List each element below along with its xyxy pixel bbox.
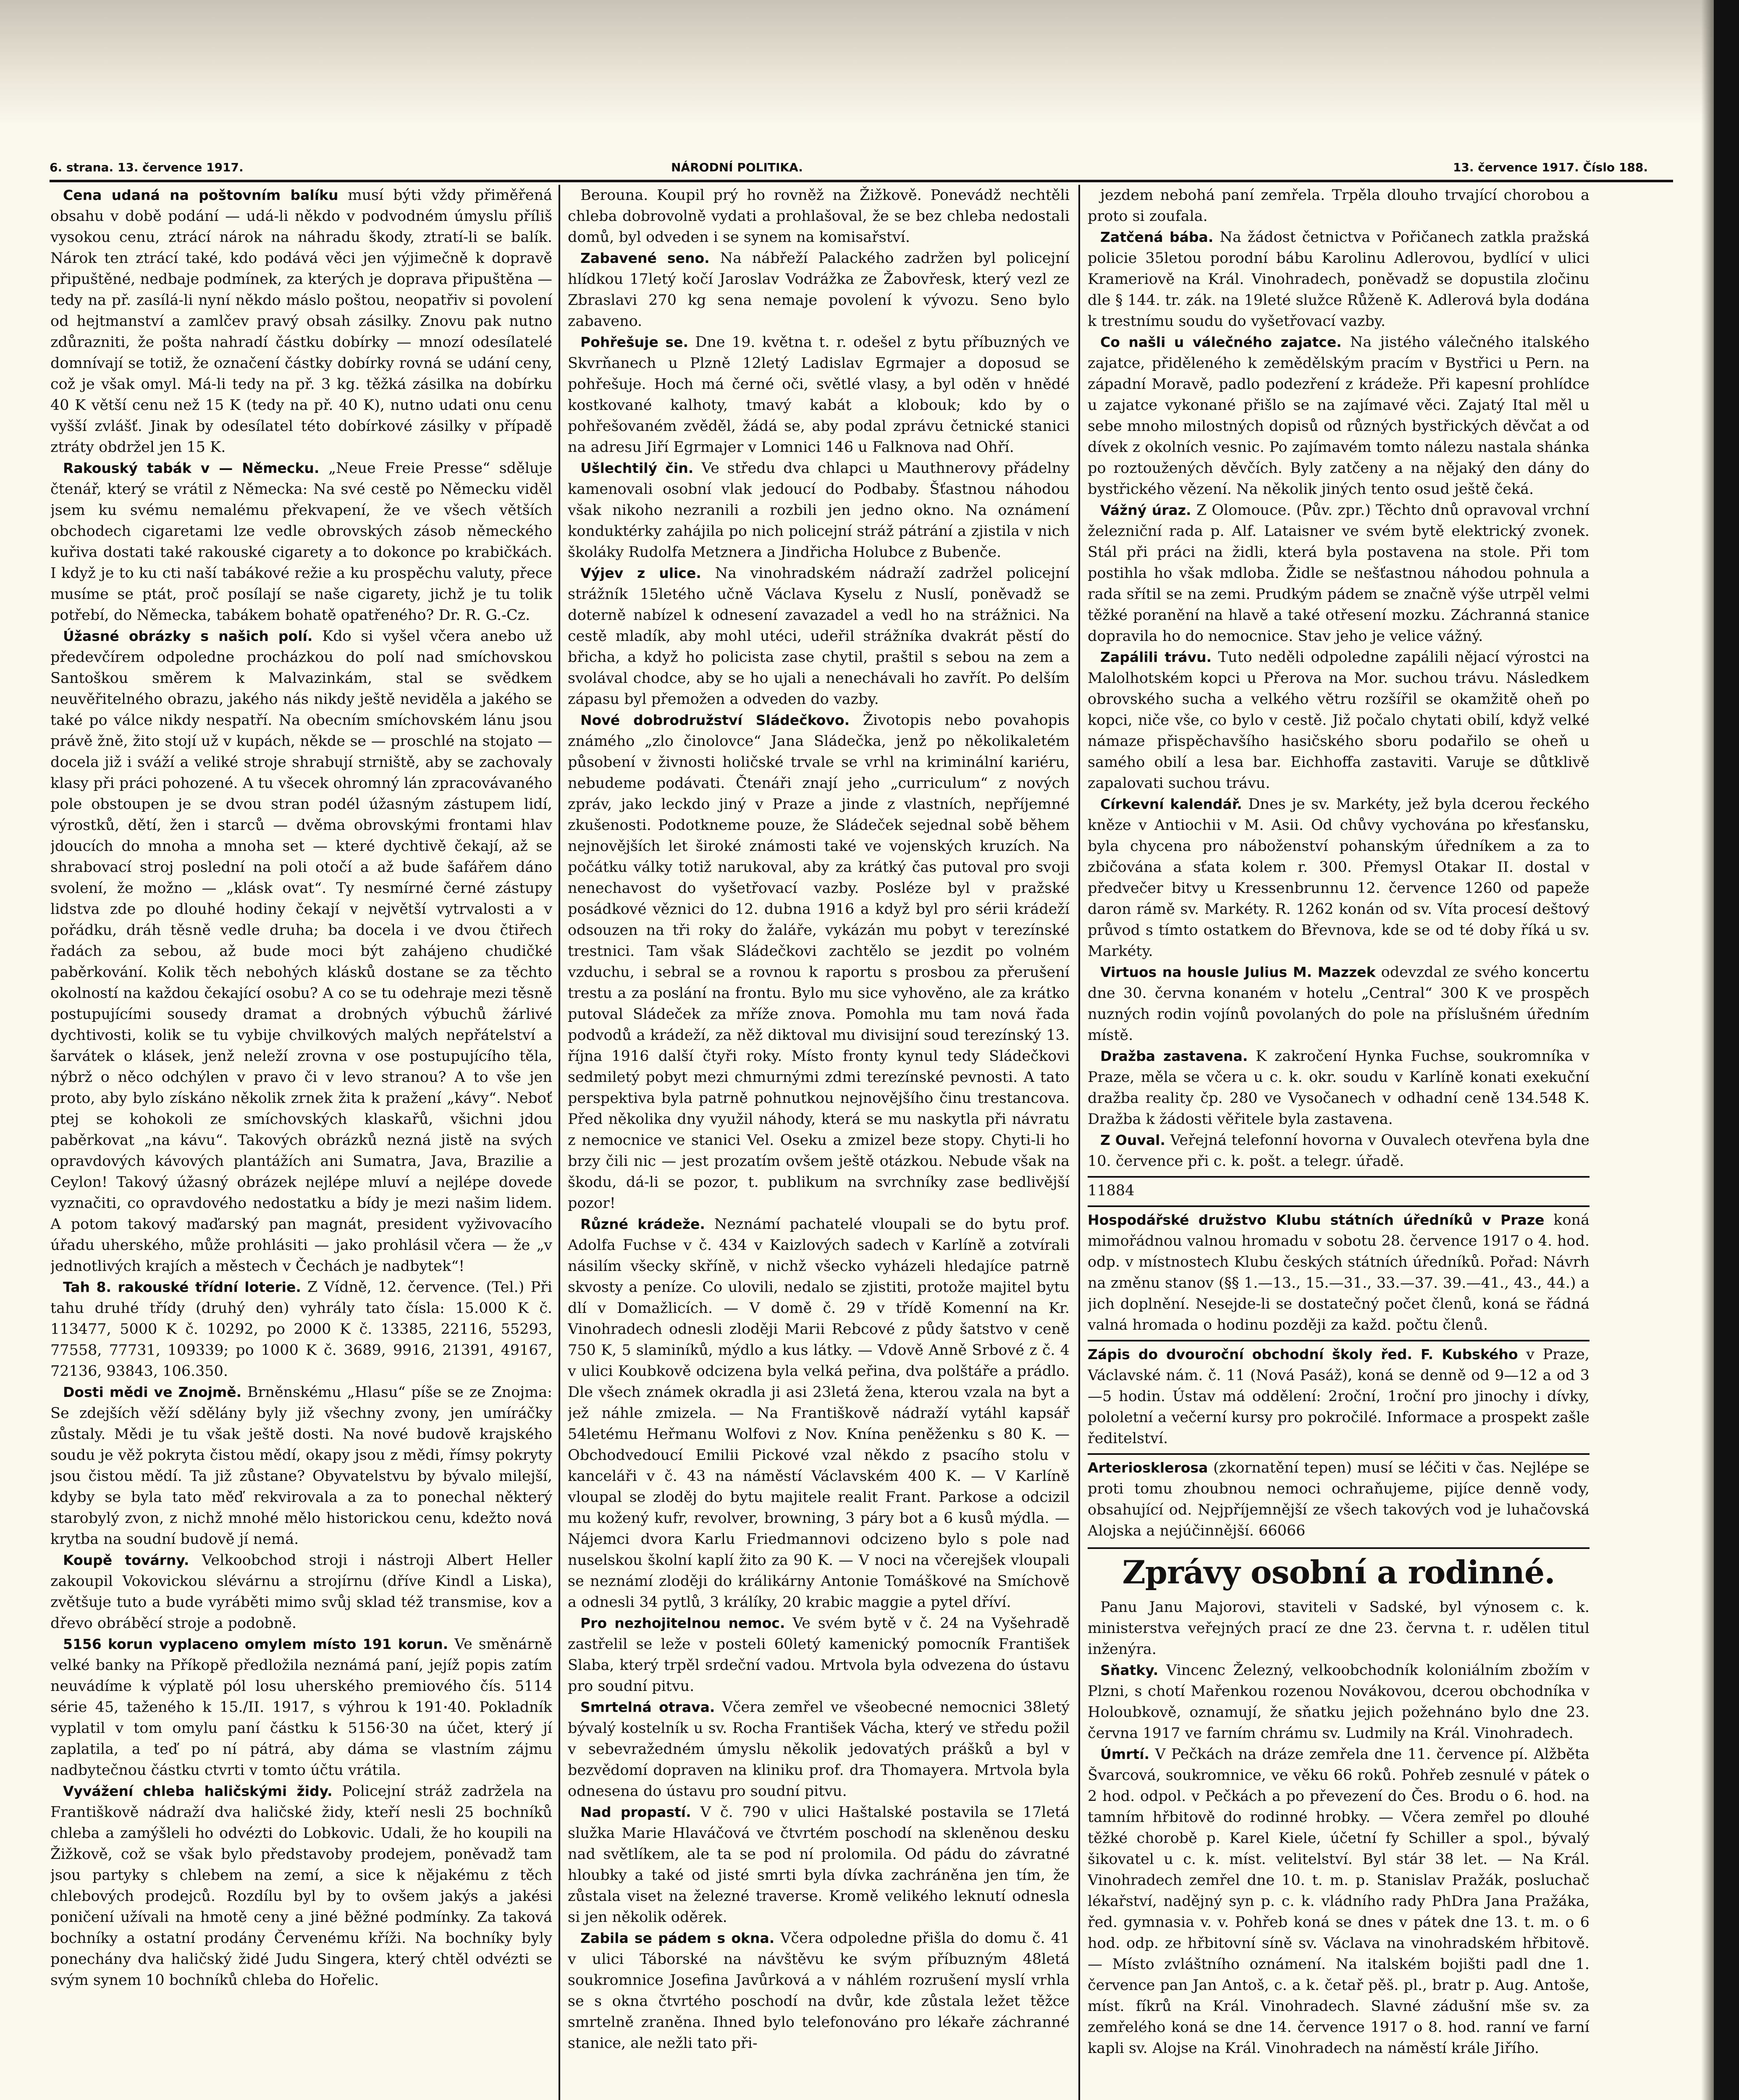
article-text: Berouna. Koupil prý ho rovněž na Žižkově. Ponevádž nechtěli chleba dobrovolně vydati a prohlašoval, že se bez chleba nedostali domů, byl odveden i se synem na komisařství.: [568, 187, 1070, 246]
section-heading: Zprávy osobní a rodinné.: [1088, 1547, 1589, 1593]
article-lead: Dražba zastavena.: [1100, 1048, 1248, 1064]
article-text: Veřejná telefonní hovorna v Ouvalech otevřena byla dne 10. července při c. k. pošt. a telegr. úřadě.: [1088, 1132, 1589, 1170]
article-paragraph: [50, 1382, 552, 1550]
article-paragraph: [568, 185, 1070, 248]
article-lead: Cena udaná na poštovním balíku: [63, 187, 338, 203]
article-lead: Církevní kalendář.: [1100, 796, 1242, 812]
article-paragraph: [568, 1697, 1070, 1802]
article-paragraph: [50, 1277, 552, 1382]
article-lead: Výjev z ulice.: [580, 565, 701, 581]
article-paragraph: [1088, 1457, 1589, 1541]
article-text: Ve svém bytě v č. 24 na Vyšehradě zastřelil se leže v posteli 60letý kamenický pomocník František Slaba, který trpěl srdeční vadou. Mrtvola byla odvezena do ústavu pro soudní pitvu.: [568, 1615, 1070, 1695]
header-right: 13. července 1917. Číslo 188.: [1453, 160, 1648, 174]
article-text: V Pečkách na dráze zemřela dne 11. července pí. Alžběta Švarcová, soukromnice, ve věku 66 roků. Pohřeb zesnulé v pátek o 2 hod. odpol. v Pečkách a po převezení do Čes. Brodu o 6. hod. na tamním hřbitově do rodinné hrobky. — Včera zemřel po dlouhé těžké chorobě p. Karel Kiele, účetní fy Schiller a spol., bývalý šikovatel u c. k. míst. velitelství. Byl stár 38 let. — Na Král. Vinohradech zemřel dne 10. t. m. p. Stanislav Pražák, posluchač lékařství, nadějný syn p. c. k. vládního rady PhDra Jana Pražáka, řed. gymnasia v. v. Pohřeb koná se dnes v pátek dne 13. t. m. o 6 hod. odp. ze hřbitovní síně sv. Václava na vinohradském hřbitově. — Místo zvláštního oznámení. Na italském bojišti padl dne 1. července pan Jan Antoš, c. a k. četař pěš. pl., bratr p. Aug. Antoše, míst. fíkrů na Král. Vinohradech. Slavné zádušní mše sv. za zemřelého koná se dne 14. července 1917 o 8. hod. ranní ve farní kapli sv. Alojse na Král. Vinohradech na náměstí krále Jiřího.: [1088, 1746, 1589, 2057]
article-text: Na jistého válečného italského zajatce, přiděleného k zemědělským pracím v Bystřici u Pern. na západní Moravě, padlo podezření z krádeže. Při kapesní prohlídce u zajatce vykonané přišlo se na zajímavé věci. Zajatý Ital měl u sebe mnoho milostných dopisů od různých bystřických děvčat a od dívek z okolních vesnic. Po zajímavém tomto nálezu nastala shánka po roztoužených děvčích. Byly zatčeny a na nějaký den dány do bystřického vězení. Na několik jiných tento osud ještě čeká.: [1088, 334, 1589, 498]
article-lead: Hospodářské družstvo Klubu státních úředníků v Praze: [1088, 1212, 1545, 1228]
article-text: Vincenc Železný, velkoobchodník koloniálním zbožím v Plzni, s chotí Mařenkou rozenou Novákovou, dcerou obchodníka v Holoubkově, oznamují, že sňatku jejich požehnáno bylo dne 23. června 1917 ve farním chrámu sv. Ludmily na Král. Vinohradech.: [1088, 1662, 1589, 1742]
article-text: Policejní stráž zadržela na Františkově nádraží dva haličské židy, kteří nesli 25 bochníků chleba a zamýšleli ho odvézti do Lobkovic. Udali, že ho koupili na Žižkově, což se však bylo představoby prodejem, poněvadž tam jsou partyky s chlebem na zemí, a sice k nějakému z těch chlebových prodejců. Rozdílu byl by to ovšem jakýs a jakési poničení užívali na hmotě ceny a jiné běžné podmínky. Za taková bochníky a ostatní prodány Červenému kříži. Na bochníky byly ponechány dva haličský židé Judu Singera, který chtěl odvézti se svým synem 10 bochníků chleba do Hořelic.: [50, 1783, 552, 1989]
article-text: Ve směnárně velké banky na Příkopě předložila neznámá paní, jejíž popis zatím neuvádíme k výplatě pól losu uherského premiového čís. 5114 série 45, taženého k 15./II. 1917, s výhrou k 191·40. Pokladník vyplatil v tom omylu paní částku k 5156·30 na účet, který jí zaplatila, a teď po ní pátrá, aby dáma se vlastním zájmu nadbytečnou částku ctvrti v tomto účtu vrátila.: [50, 1636, 552, 1779]
article-text: Panu Janu Majorovi, staviteli v Sadské, byl výnosem c. k. ministerstva veřejných prací ze dne 23. června t. r. udělen titul inženýra.: [1088, 1599, 1589, 1658]
article-paragraph: [568, 458, 1070, 563]
article-text: Na vinohradském nádraží zadržel policejní strážník 15letého učně Václava Kyselu z Nuslí, poněvadž se doterně nabízel k odnesení zavazadel a vedl ho na strážnici. Na cestě mladík, aby mohl utéci, udeřil strážníka dvakrát pěstí do břicha, a když ho policista zase chytil, praštil s sebou na zem a svolával chodce, aby se ho ujali a nenechávali ho zavřít. Po delším zápasu byl přemožen a odveden do vazby.: [568, 565, 1070, 708]
article-lead: Co našli u válečného zajatce.: [1100, 334, 1342, 350]
article-lead: Koupě továrny.: [63, 1552, 189, 1568]
article-paragraph: [1088, 1046, 1589, 1130]
article-lead: Vyvážení chleba haličskými židy.: [63, 1783, 333, 1799]
article-lead: Zápis do dvouroční obchodní školy řed. F. Kubského: [1088, 1346, 1518, 1362]
column-2: [568, 185, 1070, 2100]
article-lead: Zabavené seno.: [580, 250, 710, 266]
article-text: Včera zemřel ve všeobecné nemocnici 38letý bývalý kostelník u sv. Rocha František Vácha, který ve středu požil v sebevražedném úmyslu několik jedovatých prášků a byl v bezvědomí dopraven na kliniku prof. dra Thomayera. Mrtvola byla odnesena do ústavu pro soudní pitvu.: [568, 1699, 1070, 1800]
article-paragraph: [1088, 647, 1589, 794]
article-text: Ve středu dva chlapci u Mauthnerovy přádelny kamenovali osobní vlak jedoucí do Podbaby. Šťastnou náhodou však nikoho nezranili a rozbili jen jedno okno. Na oznámení konduktérky zahájila po nich policejní stráž pátrání a zjistila v nich školáky Rudolfa Metznera a Jindřicha Holubce z Bubenče.: [568, 460, 1070, 561]
article-paragraph: [568, 1214, 1070, 1613]
article-text: Z Olomouce. (Pův. zpr.) Těchto dnů opravoval vrchní železniční rada p. Alf. Lataisner ve svém bytě elektrický zvonek. Stál při práci na židli, která byla postavena na stole. Při tom postihla ho však mdloba. Židle se nešťastnou náhodou pohnula a rada sřítil se na zemi. Prudkým pádem se značně výše utrpěl velmi těžké poranění na hlavě a také otřesení mozku. Záchranná stanice dopravila ho do nemocnice. Stav jeho je velice vážný.: [1088, 502, 1589, 645]
article-paragraph: [568, 1928, 1070, 2054]
article-lead: Nové dobrodružství Sládečkovo.: [580, 712, 850, 728]
article-paragraph: [1088, 185, 1589, 227]
article-lead: Ušlechtilý čin.: [580, 460, 694, 476]
article-lead: Virtuos na housle Julius M. Mazzek: [1100, 964, 1376, 980]
article-paragraph: [1088, 1744, 1589, 2059]
article-paragraph: [50, 185, 552, 458]
article-lead: Zabila se pádem s okna.: [580, 1930, 775, 1946]
article-lead: Různé krádeže.: [580, 1216, 705, 1232]
article-text: Dnes je sv. Markéty, jež byla dcerou řeckého kněze v Antiochii v M. Asii. Od chůvy vychována po křesťansku, byla chycena pro náboženství pohanským úředníkem a za to zbičována a sťata kolem r. 300. Přemysl Otakar II. dostal v předvečer bitvy u Kressenbrunnu 12. července 1260 od papeže daron rámě sv. Markéty. R. 1262 konán od sv. Víta procesí deštový průvod s tímto ostatkem do Břevnova, kde se od té doby říká u sv. Markéty.: [1088, 796, 1589, 960]
article-text: Z Vídně, 12. července. (Tel.) Při tahu druhé třídy (druhý den) vyhrály tato čísla: 15.000 K č. 113477, 5000 K č. 10292, po 2000 K č. 13385, 22116, 55293, 77558, 77731, 109339; po 1000 K č. 3689, 9916, 21391, 49167, 72136, 93843, 106.350.: [50, 1279, 552, 1380]
article-paragraph: [1088, 332, 1589, 500]
article-text: Dne 19. května t. r. odešel z bytu příbuzných ve Skvrňanech u Plzně 12letý Ladislav Egrmajer a doposud se pohřešuje. Hoch má černé oči, světlé vlasy, a byl oděn v hnědé kostkované kalhoty, tmavý kabát a klobouk; kdo by o pohřešovaném zvěděl, žádá se, aby podal zprávu četnické stanici na adresu Jiří Egrmajer v Lomnici 146 u Falknova nad Ohří.: [568, 334, 1070, 456]
article-text: V č. 790 v ulici Haštalské postavila se 17letá služka Marie Hlaváčová ve čtvrtém poschodí na skleněnou desku nad světlíkem, ale ta se pod ní prolomila. Od pádu do závratné hloubky a také od jisté smrti byla dívka zachráněna jen tím, že zůstala viset na železné traverse. Kromě velikého leknutí odnesla si jen několik oděrek.: [568, 1804, 1070, 1926]
article-lead: Rakouský tabák v — Německu.: [63, 460, 320, 476]
article-paragraph: [1088, 1130, 1589, 1172]
notice-box: [1088, 1205, 1589, 1336]
article-lead: Zatčená bába.: [1100, 229, 1214, 245]
article-text: 11884: [1088, 1182, 1135, 1199]
article-paragraph: [50, 626, 552, 1277]
page-header: [50, 160, 1673, 177]
article-lead: Pro nezhojitelnou nemoc.: [580, 1615, 785, 1631]
article-paragraph: [568, 332, 1070, 458]
column-divider: [1078, 185, 1080, 2100]
article-paragraph: [50, 1781, 552, 1991]
notice-box: [1088, 1453, 1589, 1541]
article-text: K zakročení Hynka Fuchse, soukromníka v Praze, měla se včera u c. k. okr. soudu v Karlíně konati exekuční dražba reality čp. 280 ve Vysočanech v odhadní ceně 134.548 K. Dražba k žádosti věřitele byla zastavena.: [1088, 1048, 1589, 1128]
article-paragraph: [1088, 1660, 1589, 1744]
article-lead: Nad propastí.: [580, 1804, 691, 1820]
article-text: Včera odpoledne přišla do domu č. 41 v ulici Táborské na návštěvu ke svým příbuzným 48letá soukromnice Josefina Javůrková a v náhlém rozrušení myslí vrhla se s okna čtvrtého poschodí na dvůr, kde zůstala ležet těžce smrtelně zraněna. Ihned bylo telefonováno pro lékaře záchranné stanice, ale nežli tato při-: [568, 1930, 1070, 2052]
article-lead: Vážný úraz.: [1100, 502, 1191, 518]
article-text: Kdo si vyšel včera anebo už předevčírem odpoledne procházkou do polí nad smíchovskou Santoškou směrem k Malvazinkám, stal se svědkem neuvěřitelného obrazu, jakého nás nikdy ještě neviděla a jakého se také po válce nikdy nespatří. Na obecním smíchovském lánu jsou právě žně, žito stojí už v kupách, někde se — proschlé na stojato — docela již i sváží a veliké stroje shrabují strniště, aby se zachovaly klasy při práci pohozené. A tu všecek ohromný lán zpracovávaného pole obstoupen je se dvou stran podél úžasným zástupem lidí, výrostků, dětí, žen i starců — dvěma obrovskými frontami hlav jdoucích do mnoha a mnoha set — které dychtivě čekají, až se shrabovací stroj poslední na poli otočí a až bude šafářem dáno svolení, že možno — „klásk ovat“. Ty nesmírné černé zástupy lidstva zde po dlouhé hodiny čekají v největší vytrvalosti a v pořádku, dráh těsně vedle druha; ba docela i ve dvou čtiřech řadách za sebou, až bude moci být zahájeno chudičké paběrkování. Kolik těch nebohých klásků dostane se za těchto okolností na každou čekající osobu? A co se tu odehraje mezi těsně postupujícími sousedy dramat a drobných výbuchů žárlivé dychtivosti, kolik se tu vybije chvilkových malých nepřátelství a šarvátek o klásek, jenž neleží zrovna v ose postupujícího těla, nýbrž o něco odchýlen v pravo či v levo stranou? A to vše jen proto, aby bylo získáno několik zrnek žita k pražení „kávy“. Neboť ptej se kohokoli ze smíchovských klaskařů, všichni jdou paběrkovat „na kávu“. Takových obrázků nezná jistě na svých opravdových kávových plantážích ani Sumatra, Java, Brazilie a Ceylon! Takový úžasný obrázek nejlépe mluví a nejlépe dovede vyznačiti, co opravdového nedostatku a bídy je mezi našim lidem. A potom takový maďarský pan magnát, president vyživovacího úřadu uherského, může prohlásiti — jako prohlásil včera — že „v jednotlivých krajích a městech v Čechách je nadbytek“!: [50, 628, 552, 1275]
article-text: musí býti vždy přiměřená obsahu v době podání — udá-li někdo v podvodném úmyslu příliš vysokou cenu, ztrácí nárok na náhradu škody, ztratí-li se balík. Nárok ten ztrácí také, kdo podává věci jen výjimečně k dopravě připuštěné, nedbaje podmínek, za kterých je doprava připuštěna — tedy na př. zasílá-li nyní někdo máslo poštou, neopatřiv si povolení od hejtmanství a zamlčev pravý obsah zásilky. Znovu pak nutno zdůrazniti, že pošta nahradí částku dobírky — mnozí odesílatelé domnívají se totiž, že označení částky dobírky rovná se udání ceny, což je však omyl. Má-li tedy na př. 3 kg. těžká zásilka na dobírku 40 K větší cenu než 15 K (tedy na př. 40 K), nutno udati onu cenu vyšší zvlášť. Jinak by odesílatel této dobírkové zásilky v případě ztráty obdržel jen 15 K.: [50, 187, 552, 456]
header-rule: [50, 180, 1673, 182]
column-3: [1088, 185, 1589, 2100]
article-text: Velkoobchod stroji i nástroji Albert Heller zakoupil Vokovickou slévárnu a strojírnu (dříve Kindl a Liska), zvětšuje tuto a bude vyráběti mimo svůj sklad též transmise, kov a dřevo obráběcí stroje a podobně.: [50, 1552, 552, 1632]
article-paragraph: [1088, 500, 1589, 647]
article-lead: Z Ouval.: [1100, 1132, 1165, 1148]
article-text: Životopis nebo povahopis známého „zlo činolovce“ Jana Sládečka, jenž po několikaletém působení v živnosti holičské trvale se vrhl na kriminální kariéru, nebudeme podávati. Čtenáři znají jeho „curriculum“ z nových zpráv, jako leckdo jiný v Praze a jinde z vlastních, nepříjemné zkušenosti. Podotkneme pouze, že Sládeček sejednal sobě během nejnovějších let široké známosti také ve vojenských kruzích. Na počátku války totiž narukoval, aby za krátký čas putoval pro svoji nenechavost do vyšetřovací vazby. Posléze byl v pražské posádkové věznici do 12. dubna 1916 a když byl pro sérii krádeží odsouzen na tři roky do žaláře, vykázán mu pobyt v terezínské trestnici. Tam však Sládečkovi zachtělo se jezdit po volném vzduchu, i sebral se a rovnou k raportu s prosbou za přerušení trestu a za poslání na frontu. Bylo mu sice vyhověno, ale za krátko putoval Sládeček za mříže znova. Pomohla mu tam nová řada podvodů a krádeží, za něž diktoval mu divisijní soud terezínský 13. října 1916 další čtyři roky. Místo fronty kynul tedy Sládečkovi sedmiletý pobyt mezi chmurnými zdmi terezínské pevnosti. A tato perspektiva byla patrně pohnutkou nejnovějšího činu trestancova. Před několika dny využil náhody, která se mu naskytla při návratu z nemocnice ve stanici Vel. Oseku a zmizel beze stopy. Chyti-li ho brzy čili nic — jest prozatím ovšem ještě otázkou. Nebude však na škodu, dá-li se pozor, t. publikum na svrchníky zase bedlivější pozor!: [568, 712, 1070, 1212]
article-lead: Dosti mědi ve Znojmě.: [63, 1384, 242, 1400]
article-text: Tuto neděli odpoledne zapálili nějací výrostci na Malolhotském kopci u Přerova na Mor. suchou trávu. Následkem obrovského sucha a velkého větru rozšířil se okamžitě oheň po kopci, niče vše, co bylo v cestě. Již počalo chytati obilí, když velké námaze přispěchavšího hasičského sboru podařilo se oheň u samého obilí a lesa bar. Eichhoffa zastaviti. Varuje se důtklivě zapalovati suchou trávu.: [1088, 649, 1589, 792]
article-paragraph: [1088, 794, 1589, 962]
article-paragraph: [1088, 962, 1589, 1046]
article-paragraph: [568, 1802, 1070, 1928]
article-paragraph: [568, 563, 1070, 710]
article-text: Neznámí pachatelé vloupali se do bytu prof. Adolfa Fuchse v č. 434 v Kaizlových sadech v Karlíně a zotvírali násilím všecky skříně, v nichž všecko vyházeli hledajíce patrně skvosty a peníze. Co ulovili, nedalo se zjistiti, protože majitel bytu dlí v Domažlicích. — V domě č. 29 v třídě Komenní na Kr. Vinohradech odnesli zloději Marii Rebcové z půdy šatstvo v ceně 750 K, 5 slaminíků, mýdlo a kus látky. — Vdově Anně Srbové z č. 4 v ulici Koubkově odcizena byla velká peřina, dva polštáře a prádlo. Dle všech známek okradla ji asi 23letá žena, kterou vzala na byt a jež náhle zmizela. — Na Františkově nádraží vytáhl kapsář 54letému Heřmanu Wolfovi z Nov. Knína peněženku s 80 K. — Obchodvedoucí Emilii Pickové vzal někdo z psacího stolu v kanceláři v č. 43 na náměstí Václavském 400 K. — V Karlíně vloupal se zloděj do bytu majitele realit Frant. Parkose a odcizil mu kožený kufr, revolver, browning, 3 páry bot a 6 kusů mýdla. — Nájemci dvora Karlu Friedmannovi odcizeno bylo s pole nad nuselskou školní kaplí žito za 90 K. — V noci na včerejšek vloupali se neznámí zloději do králikárny Antonie Tomáškové na Smíchově a odnesli 34 pytlů, 3 králíky, 20 krabic maggie a pytel dříví.: [568, 1216, 1070, 1611]
article-paragraph: [568, 1613, 1070, 1697]
article-paragraph: [50, 1550, 552, 1634]
header-left: 6. strana. 13. července 1917.: [50, 160, 244, 174]
article-text: jezdem nebohá paní zemřela. Trpěla dlouho trvající chorobou a proto si zoufala.: [1088, 187, 1589, 225]
scan-right-edge: [1714, 0, 1739, 2100]
article-text: Brněnskému „Hlasu“ píše se ze Znojma: Se zdejších věží sdělány byly již všechny zvony, jen umíráčky zůstaly. Mědi je tu však ještě dosti. Na nové budově krajského soudu je věž pokryta čistou mědí, okapy jsou z mědi, římsy pokryty jsou čistou mědí. Ta již zůstane? Obyvatelstvu by bývalo milejší, kdyby se byla tato měď rekvirovala a za to ponechal některý starobylý zvon, z nichž mnohé mělo historickou cenu, kdežto nová krytba na soudní budově jí nemá.: [50, 1384, 552, 1548]
article-lead: Zapálili trávu.: [1100, 649, 1212, 665]
article-paragraph: [568, 710, 1070, 1214]
column-divider: [559, 185, 560, 2100]
article-paragraph: [1088, 1597, 1589, 1660]
article-paragraph: [50, 1634, 552, 1781]
article-lead: 5156 korun vyplaceno omylem místo 191 korun.: [63, 1636, 449, 1652]
article-lead: Tah 8. rakouské třídní loterie.: [63, 1279, 301, 1295]
header-title: NÁRODNÍ POLITIKA.: [671, 160, 803, 174]
column-1: [50, 185, 552, 2100]
article-text: Na nábřeží Palackého zadržen byl policejní hlídkou 17letý kočí Jaroslav Vodrážka ze Žabovřesk, který vezl ze Zbraslavi 270 kg sena nemaje povolení k vývozu. Seno bylo zabaveno.: [568, 250, 1070, 330]
article-text: v Praze, Václavské nám. č. 11 (Nová Pasáž), koná se denně od 9—12 a od 3—5 hodin. Ústav má oddělení: 2roční, 1roční pro jinochy i dívky, pololetní a večerní kursy pro pokročilé. Informace a prospekt zašle ředitelství.: [1088, 1346, 1589, 1447]
article-lead: Smrtelná otrava.: [580, 1699, 715, 1715]
article-lead: Sňatky.: [1100, 1662, 1159, 1678]
scan-right-shadow: [1701, 0, 1714, 2100]
article-text: „Neue Freie Presse“ sděluje čtenář, který se vrátil z Německa: Na své cestě po Německu viděl jsem ku svému nemalému překvapení, že ve všech větších obchodech cigaretami lze vedle obrovských zásob německého kuřiva dostati také rakouské cigarety a to dokonce po krabičkách. I když je to ku cti naší tabákové režie a ku prospěchu valuty, přece musíme se ptát, proč posílají se naše cigarety, jichž je tu tolik potřebí, do Německa, tabákem bohatě opatřeného? Dr. R. G.-Cz.: [50, 460, 552, 624]
article-paragraph: [568, 248, 1070, 332]
article-lead: Úmrtí.: [1100, 1746, 1150, 1762]
article-text: odevzdal ze svého koncertu dne 30. června konaném v hotelu „Central“ 300 K ve prospěch nuzných rodin vojínů povolaných do pole na příslušném úředním místě.: [1088, 964, 1589, 1044]
notice-box: [1088, 1340, 1589, 1449]
article-text: (zkornatění tepen) musí se léčiti v čas. Nejlépe se proti tomu zhoubnou nemoci ochraňujeme, pijíce denně vody, obsahující od. Nejpříjemnější ze všech takových vod je luhačovská Alojska a nejúčinnější. 66066: [1088, 1460, 1589, 1539]
article-text: Na žádost četnictva v Pořičanech zatkla pražská policie 35letou porodní bábu Karolinu Adlerovou, bydlící v ulici Krameriově na Král. Vinohradech, poněvadž se dopustila zločinu dle § 144. tr. zák. na 19leté služce Růženě K. Adlerová byla dodána k trestnímu soudu do vyšetřovací vazby.: [1088, 229, 1589, 330]
article-paragraph: [50, 458, 552, 626]
scan-top-shadow: [0, 0, 1739, 126]
article-lead: Pohřešuje se.: [580, 334, 689, 350]
article-paragraph: [1088, 1210, 1589, 1336]
article-paragraph: [1088, 227, 1589, 332]
article-text: koná mimořádnou valnou hromadu v sobotu 28. července 1917 o 4. hod. odp. v místnostech Klubu českých státních úředníků. Pořad: Návrh na změnu stanov (§§ 1.—13., 15.—31., 33.—37. 39.—41., 43., 44.) a jich doplnění. Nesejde-li se dostatečný počet členů, koná se řádná valná hromada o hodinu později za každ. počtu členů.: [1088, 1212, 1589, 1334]
article-paragraph: [1088, 1180, 1589, 1201]
article-paragraph: [1088, 1344, 1589, 1449]
notice-box: [1088, 1176, 1589, 1201]
article-lead: Arteriosklerosa: [1088, 1460, 1208, 1476]
article-lead: Úžasné obrázky s našich polí.: [63, 628, 313, 644]
